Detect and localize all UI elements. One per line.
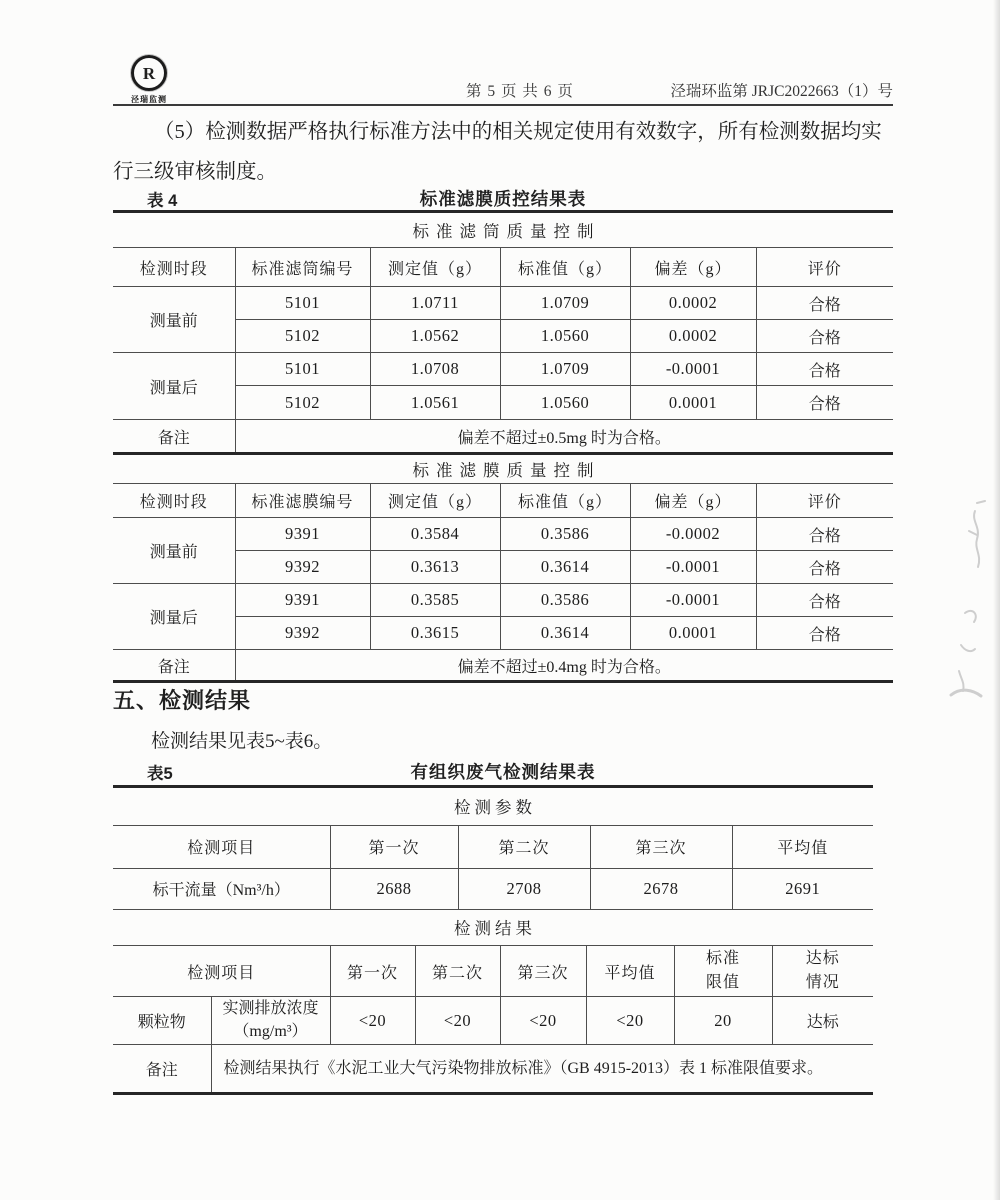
table-cell: 0.3613 — [370, 551, 500, 584]
table-cell: 合格 — [756, 287, 893, 320]
table-cell: 9392 — [235, 551, 370, 584]
table-cell: 0.0002 — [630, 287, 756, 320]
table-header-cell: 测定值（g） — [370, 248, 500, 287]
table5-results — [113, 910, 873, 1046]
table-row — [113, 287, 893, 320]
table-cell: 9391 — [235, 584, 370, 617]
table-header-cell: 标准滤筒编号 — [235, 248, 370, 287]
table-header-cell: 标准值（g） — [500, 248, 630, 287]
scan-edge-shadow — [993, 0, 1000, 1200]
table-header-cell — [772, 946, 873, 997]
table5-emission-results — [113, 785, 873, 1095]
table-header-cell: 检测项目 — [113, 825, 330, 868]
section-intro: 检测结果见表5~表6。 — [151, 731, 333, 752]
table-header-cell: 第一次 — [330, 946, 415, 997]
table-cell: 5102 — [235, 320, 370, 353]
table-cell: 合格 — [756, 353, 893, 386]
subtitle-row — [113, 788, 873, 825]
table-cell: 0.3614 — [500, 551, 630, 584]
table-subtitle: 标准滤膜质量控制 — [113, 454, 893, 484]
table-header-cell: 第三次 — [500, 946, 586, 997]
table-cell: 0.3585 — [370, 584, 500, 617]
note-row — [113, 650, 893, 682]
table-cell: 20 — [674, 997, 772, 1045]
logo-letter: R — [142, 63, 156, 83]
note-text: 检测结果执行《水泥工业大气污染物排放标准》（GB 4915-2013）表 1 标准限值要求。 — [223, 1059, 824, 1077]
note-label: 备注 — [113, 650, 235, 682]
table-subtitle: 检测参数 — [113, 788, 873, 825]
table-header-cell: 第一次 — [330, 825, 458, 868]
table-cell: 0.0001 — [630, 617, 756, 650]
table-cell: 合格 — [756, 551, 893, 584]
table-cell: 1.0711 — [370, 287, 500, 320]
period-cell: 测量前 — [113, 518, 235, 584]
section-title: 五、检测结果 — [113, 688, 252, 713]
table-header-cell: 检测时段 — [113, 484, 235, 518]
table-cell: 2678 — [590, 868, 732, 909]
table-header-cell — [674, 946, 772, 997]
table-row — [113, 997, 873, 1045]
table-cell: <20 — [500, 997, 586, 1045]
table-cell: 0.0001 — [630, 386, 756, 420]
table-cell: 合格 — [756, 617, 893, 650]
header-divider — [113, 104, 893, 106]
note-label: 备注 — [113, 420, 235, 454]
table-cell: -0.0001 — [630, 551, 756, 584]
table-cell: 1.0709 — [500, 287, 630, 320]
header-row — [113, 946, 873, 997]
table5-parameters — [113, 788, 873, 910]
table4-caption — [113, 186, 893, 208]
table5-title: 有组织废气检测结果表 — [410, 762, 596, 782]
table-cell: 合格 — [756, 320, 893, 353]
table-header-cell: 第二次 — [458, 825, 590, 868]
table-cell: <20 — [415, 997, 500, 1045]
table-header-cell: 平均值 — [732, 825, 873, 868]
table-cell: 0.0002 — [630, 320, 756, 353]
table-subtitle: 标准滤筒质量控制 — [113, 212, 893, 248]
table4-number: 表 4 — [147, 192, 178, 210]
header-row — [113, 248, 893, 287]
table-cell: 0.3584 — [370, 518, 500, 551]
table-row — [113, 868, 873, 909]
table-header-text: 达标情况 — [805, 950, 840, 991]
table-header-cell: 标准值（g） — [500, 484, 630, 518]
paragraph-line: 行三级审核制度。 — [113, 161, 277, 183]
table-cell: 2688 — [330, 868, 458, 909]
table-header-cell: 偏差（g） — [630, 248, 756, 287]
table-header-cell: 检测项目 — [113, 946, 330, 997]
table-cell: 9392 — [235, 617, 370, 650]
company-logo — [124, 55, 174, 105]
table4-filter-qc — [113, 210, 893, 683]
subtitle-row — [113, 212, 893, 248]
table-cell: 1.0560 — [500, 386, 630, 420]
period-cell: 测量前 — [113, 287, 235, 353]
period-cell: 测量后 — [113, 584, 235, 650]
table-header-cell: 标准滤膜编号 — [235, 484, 370, 518]
table5-number: 表5 — [147, 765, 173, 783]
table-cell: 5101 — [235, 287, 370, 320]
note-text: 偏差不超过±0.5mg 时为合格。 — [235, 420, 893, 454]
period-cell: 测量后 — [113, 353, 235, 420]
table5-caption — [113, 759, 893, 781]
table-cell: 5101 — [235, 353, 370, 386]
table-header-cell: 检测时段 — [113, 248, 235, 287]
table-header-cell: 第二次 — [415, 946, 500, 997]
table-cell: 9391 — [235, 518, 370, 551]
table-header-cell: 测定值（g） — [370, 484, 500, 518]
paragraph-line: （5）检测数据严格执行标准方法中的相关规定使用有效数字，所有检测数据均实 — [154, 121, 882, 143]
item-cell: 颗粒物 — [113, 997, 211, 1045]
note-text: 偏差不超过±0.4mg 时为合格。 — [457, 658, 671, 676]
table-cell: 合格 — [756, 386, 893, 420]
table-cell: 合格 — [756, 518, 893, 551]
table-cell: 5102 — [235, 386, 370, 420]
table-cell: 1.0562 — [370, 320, 500, 353]
table-row — [113, 353, 893, 386]
header-row — [113, 484, 893, 518]
table-cell: 0.3586 — [500, 518, 630, 551]
table-subtitle: 检测结果 — [113, 910, 873, 946]
table-cell: 合格 — [756, 584, 893, 617]
note-row — [113, 420, 893, 454]
note-label: 备注 — [113, 1045, 211, 1092]
table-cell: 1.0709 — [500, 353, 630, 386]
table-cell: <20 — [330, 997, 415, 1045]
sub-item-cell: 实测排放浓度（mg/m³） — [211, 997, 330, 1045]
table-row — [113, 584, 893, 617]
table-header-cell: 评价 — [756, 484, 893, 518]
table-cell: -0.0001 — [630, 353, 756, 386]
table-cell: 1.0560 — [500, 320, 630, 353]
table-cell: <20 — [586, 997, 674, 1045]
subtitle-row — [113, 454, 893, 484]
item-cell: 标干流量（Nm³/h） — [113, 868, 330, 909]
table-header-cell: 平均值 — [586, 946, 674, 997]
table5-note — [113, 1045, 873, 1092]
note-row — [113, 1045, 873, 1092]
logo-caption: 泾瑞监测 — [131, 95, 167, 104]
table-cell: 达标 — [772, 997, 873, 1045]
table-header-cell: 偏差（g） — [630, 484, 756, 518]
table-cell: 2708 — [458, 868, 590, 909]
logo-r-icon — [131, 55, 167, 91]
table-header-text: 标准限值 — [705, 950, 740, 991]
subtitle-row — [113, 910, 873, 946]
table-cell: 0.3586 — [500, 584, 630, 617]
table-row — [113, 518, 893, 551]
page-number: 第 5 页 共 6 页 — [466, 83, 574, 100]
paragraph-5 — [113, 112, 903, 192]
table-cell: 0.3615 — [370, 617, 500, 650]
table-cell: 1.0561 — [370, 386, 500, 420]
table-cell: 1.0708 — [370, 353, 500, 386]
document-number: 泾瑞环监第 JRJC2022663（1）号 — [670, 83, 893, 100]
table-cell: 0.3614 — [500, 617, 630, 650]
table-header-cell: 第三次 — [590, 825, 732, 868]
header-row — [113, 825, 873, 868]
table-header-cell: 评价 — [756, 248, 893, 287]
table-cell: -0.0001 — [630, 584, 756, 617]
table4-title: 标准滤膜质控结果表 — [419, 189, 587, 209]
handwriting-marks — [945, 495, 997, 705]
table-cell: 2691 — [732, 868, 873, 909]
table-cell: -0.0002 — [630, 518, 756, 551]
